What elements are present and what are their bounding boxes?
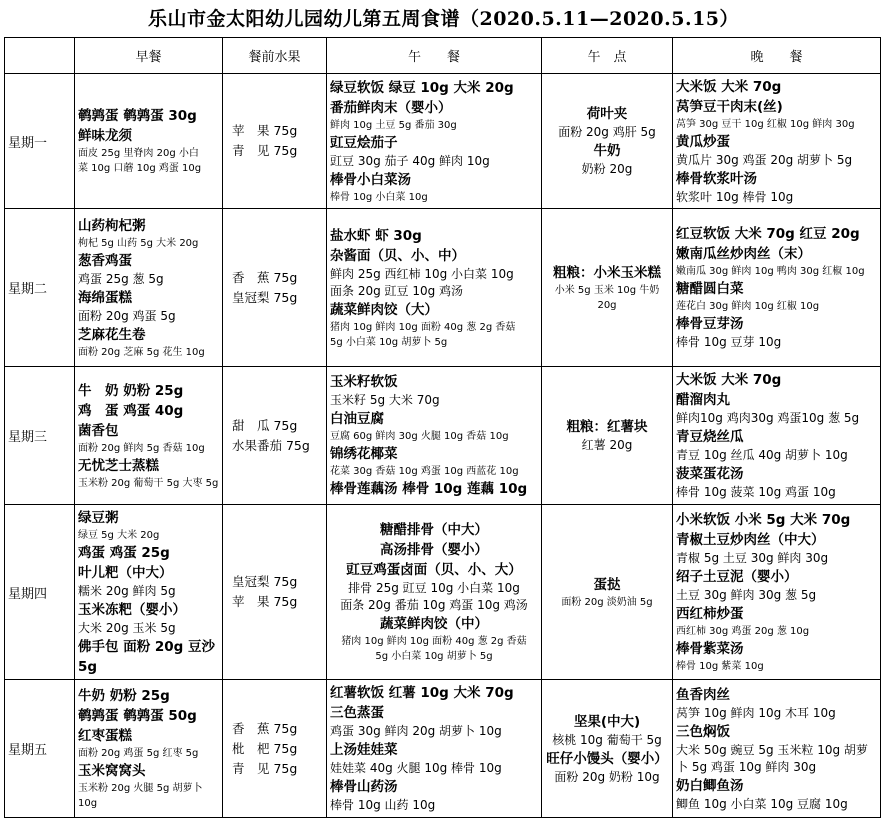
fruit-item: 皇冠梨 75g (232, 574, 298, 589)
dish-name: 蛋挞 (593, 576, 621, 593)
dinner-items (676, 77, 877, 206)
day-row (5, 680, 881, 818)
dinner-items (676, 224, 877, 351)
dish-name: 红薯软饭 红薯 10g 大米 70g (330, 685, 514, 701)
ingredient-line: 土豆 30g 鲜肉 30g 葱 5g (676, 588, 817, 602)
ingredient-line: 5g 小白菜 10g 胡萝卜 5g (375, 651, 493, 662)
dish-name: 绿豆软饭 绿豆 10g 大米 20g (330, 79, 514, 96)
dish-name: 糖醋圆白菜 (676, 281, 744, 297)
snack-items (545, 712, 669, 786)
ingredient-line: 面粉 20g 鲜肉 5g 香菇 10g (78, 442, 205, 454)
lunch-cell (327, 74, 542, 209)
ingredient-line: 黄瓜片 30g 鸡蛋 20g 胡萝卜 5g (676, 152, 853, 167)
breakfast-cell (75, 74, 223, 209)
ingredient-line: 鸡蛋 30g 鲜肉 20g 胡萝卜 10g (330, 724, 502, 738)
ingredient-line: 5g 小白菜 10g 胡萝卜 5g (330, 336, 448, 348)
fruit-item: 枇 杷 75g (232, 740, 298, 756)
dish-name: 叶儿粑（中大） (78, 564, 173, 581)
header-row (5, 38, 881, 74)
header-breakfast: 早餐 (75, 38, 223, 74)
dish-name: 玉米籽软饭 (330, 374, 398, 390)
header-snack: 午 点 (542, 38, 673, 74)
ingredient-line: 棒骨 10g 小白菜 10g (330, 191, 428, 203)
ingredient-line: 奶粉 20g (581, 162, 633, 176)
ingredient-line: 西红柿 30g 鸡蛋 20g 葱 10g (676, 626, 810, 637)
fruit-cell (223, 74, 327, 209)
ingredient-line: 卜 5g 鸡蛋 10g 鲜肉 30g (676, 759, 817, 774)
ingredient-line: 莲花白 30g 鲜肉 10g 红椒 10g (676, 301, 820, 312)
breakfast-items (78, 106, 219, 176)
snack-items (545, 263, 669, 313)
dish-name: 白油豆腐 (330, 411, 384, 427)
snack-cell (542, 505, 673, 680)
fruit-item: 香 蕉 75g (232, 720, 298, 736)
ingredient-line: 棒骨 10g 豆芽 10g (676, 335, 782, 349)
breakfast-cell (75, 680, 223, 818)
dish-name: 鹌鹑蛋 鹌鹑蛋 30g (78, 108, 197, 124)
ingredient-line: 面粉 20g 淡奶油 5g (561, 596, 653, 608)
dish-name: 菌香包 (78, 422, 119, 439)
ingredient-line: 猪肉 10g 鲜肉 10g 面粉 40g 葱 2g 香菇 (341, 636, 527, 647)
day-row (5, 367, 881, 505)
dish-name: 牛奶 奶粉 25g (78, 688, 170, 704)
dish-name: 杂酱面（贝、小、中） (330, 247, 465, 264)
fruit-item: 水果番茄 75g (232, 437, 310, 453)
ingredient-line: 面条 20g 番茄 10g 鸡蛋 10g 鸡汤 (340, 598, 528, 612)
dish-name: 佛手包 面粉 20g 豆沙 5g (78, 638, 216, 675)
dish-name: 蔬菜鲜肉饺（中） (380, 616, 488, 632)
dish-name: 绿豆粥 (78, 509, 119, 526)
dish-name: 高汤排骨（婴小） (380, 542, 488, 558)
dish-name: 棒骨小白菜汤 (330, 171, 411, 188)
lunch-items (330, 78, 538, 205)
day-row (5, 209, 881, 367)
ingredient-line: 核桃 10g 葡萄干 5g (552, 732, 662, 747)
dish-name: 醋溜肉丸 (676, 392, 730, 408)
fruit-item: 皇冠梨 75g (232, 289, 298, 305)
breakfast-items (78, 686, 219, 811)
dish-name: 鲜味龙须 (78, 128, 132, 144)
snack-cell (542, 680, 673, 818)
ingredient-line: 软浆叶 10g 棒骨 10g (676, 189, 794, 204)
snack-cell (542, 367, 673, 505)
dish-name: 坚果(中大) (573, 713, 641, 730)
dish-name: 莴笋豆干肉末(丝) (676, 98, 783, 115)
dish-name: 鹌鹑蛋 鹌鹑蛋 50g (78, 708, 197, 724)
dish-name: 牛 奶 奶粉 25g (78, 382, 184, 399)
dinner-cell (673, 505, 881, 680)
snack-items (545, 417, 669, 454)
dish-name: 红枣蛋糕 (78, 728, 132, 744)
dish-name: 粗粮：小米玉米糕 (553, 264, 661, 281)
dish-name: 红豆软饭 大米 70g 红豆 20g (676, 226, 860, 242)
ingredient-line: 鲫鱼 10g 小白菜 10g 豆腐 10g (676, 796, 848, 811)
ingredient-line: 棒骨 10g 山药 10g (330, 798, 436, 812)
header-lunch: 午 餐 (327, 38, 542, 74)
dish-name: 糖醋排骨（中大） (380, 522, 488, 538)
lunch-cell (327, 367, 542, 505)
dish-name: 蔬菜鲜肉饺（大） (330, 301, 438, 318)
dish-name: 玉米窝窝头 (78, 763, 146, 779)
ingredient-line: 大米 50g 豌豆 5g 玉米粒 10g 胡萝 (676, 742, 868, 757)
snack-cell (542, 209, 673, 367)
dish-name: 奶白鲫鱼汤 (676, 777, 744, 794)
ingredient-line: 面条 20g 豇豆 10g 鸡汤 (330, 283, 464, 298)
day-label: 星期三 (5, 367, 75, 505)
dish-name: 豇豆鸡蛋卤面（贝、小、大） (346, 562, 522, 578)
day-label: 星期一 (5, 74, 75, 209)
fruit-cell (223, 680, 327, 818)
dish-name: 葱香鸡蛋 (78, 252, 132, 269)
header-fruit: 餐前水果 (223, 38, 327, 74)
dish-name: 青豆烧丝瓜 (676, 429, 744, 445)
lunch-items (330, 520, 538, 664)
ingredient-line: 莴笋 10g 鲜肉 10g 木耳 10g (676, 705, 836, 720)
ingredient-line: 娃娃菜 40g 火腿 10g 棒骨 10g (330, 761, 502, 775)
dish-name: 棒骨紫菜汤 (676, 641, 744, 657)
ingredient-line: 面粉 20g 芝麻 5g 花生 10g (78, 346, 205, 358)
dish-name: 粗粮：红薯块 (566, 419, 648, 435)
dinner-cell (673, 680, 881, 818)
snack-items (545, 104, 669, 178)
fruit-item: 香 蕉 75g (232, 269, 298, 285)
lunch-cell (327, 209, 542, 367)
lunch-items (330, 226, 538, 350)
ingredient-line: 猪肉 10g 鲜肉 10g 面粉 40g 葱 2g 香菇 (330, 321, 516, 333)
ingredient-line: 鲜肉 25g 西红柿 10g 小白菜 10g (330, 266, 514, 281)
fruit-cell (223, 367, 327, 505)
breakfast-items (78, 508, 219, 677)
dish-name: 小米软饭 小米 5g 大米 70g (676, 512, 851, 528)
dish-name: 三色焖饭 (676, 723, 730, 740)
ingredient-line: 红薯 20g (581, 438, 633, 452)
lunch-items (330, 683, 538, 814)
dish-name: 棒骨豆芽汤 (676, 316, 744, 332)
ingredient-line: 枸杞 5g 山药 5g 大米 20g (78, 237, 199, 249)
dish-name: 芝麻花生卷 (78, 326, 146, 343)
ingredient-line: 花菜 30g 香菇 10g 鸡蛋 10g 西蓝花 10g (330, 466, 519, 477)
ingredient-line: 豆腐 60g 鲜肉 30g 火腿 10g 香菇 10g (330, 431, 509, 442)
fruit-item: 甜 瓜 75g (232, 417, 298, 433)
lunch-items (330, 372, 538, 499)
dish-name: 番茄鲜肉末（婴小） (330, 99, 452, 116)
fruit-cell (223, 505, 327, 680)
header-dinner: 晚 餐 (673, 38, 881, 74)
ingredient-line: 菜 10g 口蘑 10g 鸡蛋 10g (78, 163, 202, 174)
dish-name: 牛奶 (593, 143, 621, 159)
ingredient-line: 面皮 25g 里脊肉 20g 小白 (78, 148, 199, 159)
dish-name: 青椒土豆炒肉丝（中大） (676, 532, 825, 548)
dish-name: 鸡蛋 鸡蛋 25g (78, 544, 170, 561)
ingredient-line: 糯米 20g 鲜肉 5g (78, 583, 176, 598)
ingredient-line: 面粉 20g 鸡肝 5g (558, 125, 656, 139)
dish-name: 菠菜蛋花汤 (676, 466, 744, 482)
dish-name: 绍子土豆泥（婴小） (676, 569, 798, 585)
ingredient-line: 鲜肉10g 鸡肉30g 鸡蛋10g 葱 5g (676, 411, 860, 425)
breakfast-items (78, 381, 219, 491)
dish-name: 荷叶夹 (586, 106, 628, 122)
dish-name: 西红柿炒蛋 (676, 606, 744, 622)
dinner-items (676, 370, 877, 501)
dish-name: 上汤娃娃菜 (330, 742, 398, 758)
ingredient-line: 大米 20g 玉米 5g (78, 620, 176, 635)
ingredient-line: 莴笋 30g 豆干 10g 红椒 10g 鲜肉 30g (676, 118, 855, 130)
header-day (5, 38, 75, 74)
dinner-cell (673, 367, 881, 505)
ingredient-line: 面粉 20g 奶粉 10g (554, 769, 660, 784)
dish-name: 玉米冻粑（婴小） (78, 601, 186, 618)
dish-name: 三色蒸蛋 (330, 705, 384, 721)
fruit-cell (223, 209, 327, 367)
day-label: 星期二 (5, 209, 75, 367)
fruit-item: 苹 果 75g (232, 123, 298, 138)
dish-name: 大米饭 大米 70g (676, 372, 782, 388)
dish-name: 大米饭 大米 70g (676, 78, 782, 95)
dish-name: 棒骨山药汤 (330, 779, 398, 795)
lunch-cell (327, 680, 542, 818)
dish-name: 棒骨莲藕汤 棒骨 10g 莲藕 10g (330, 481, 528, 497)
fruit-item: 苹 果 75g (232, 594, 298, 609)
breakfast-cell (75, 209, 223, 367)
snack-cell (542, 74, 673, 209)
dish-name: 山药枸杞粥 (78, 217, 146, 234)
fruit-item: 青 见 75g (232, 760, 298, 776)
ingredient-line: 鲜肉 10g 土豆 5g 番茄 30g (330, 119, 457, 131)
dish-name: 鸡 蛋 鸡蛋 40g (78, 402, 184, 419)
breakfast-cell (75, 505, 223, 680)
menu-table (4, 37, 881, 818)
dish-name: 黄瓜炒蛋 (676, 133, 730, 150)
day-row (5, 505, 881, 680)
dish-name: 旺仔小馒头（婴小） (546, 750, 668, 767)
dinner-items (676, 510, 877, 674)
ingredient-line: 玉米粉 20g 火腿 5g 胡萝卜 10g (78, 783, 203, 809)
breakfast-cell (75, 367, 223, 505)
ingredient-line: 棒骨 10g 紫菜 10g (676, 661, 764, 672)
snack-items (545, 575, 669, 610)
dish-name: 豇豆烩茄子 (330, 134, 398, 151)
dinner-cell (673, 74, 881, 209)
ingredient-line: 青椒 5g 土豆 30g 鲜肉 30g (676, 551, 829, 565)
page-title: 乐山市金太阳幼儿园幼儿第五周食谱（2020.5.11—2020.5.15） (147, 8, 740, 30)
ingredient-line: 绿豆 5g 大米 20g (78, 529, 160, 541)
ingredient-line: 小米 5g 玉米 10g 牛奶 20g (554, 284, 660, 311)
ingredient-line: 棒骨 10g 菠菜 10g 鸡蛋 10g (676, 485, 836, 499)
ingredient-line: 豇豆 30g 茄子 40g 鲜肉 10g (330, 153, 490, 168)
ingredient-line: 青豆 10g 丝瓜 40g 胡萝卜 10g (676, 448, 848, 462)
ingredient-line: 面粉 20g 鸡蛋 5g (78, 308, 176, 323)
ingredient-line: 嫩南瓜 30g 鲜肉 10g 鸭肉 30g 红椒 10g (676, 266, 865, 277)
dish-name: 嫩南瓜丝炒肉丝（末） (676, 246, 811, 262)
dish-name: 锦绣花椰菜 (330, 446, 398, 462)
dinner-cell (673, 209, 881, 367)
dish-name: 棒骨软浆叶汤 (676, 170, 757, 187)
dish-name: 盐水虾 虾 30g (330, 227, 422, 244)
ingredient-line: 玉米籽 5g 大米 70g (330, 393, 440, 407)
ingredient-line: 面粉 20g 鸡蛋 5g 红枣 5g (78, 748, 199, 759)
day-label: 星期四 (5, 505, 75, 680)
lunch-cell (327, 505, 542, 680)
fruit-item: 青 见 75g (232, 143, 298, 158)
dish-name: 无忧芝士蒸糕 (78, 457, 159, 474)
day-row (5, 74, 881, 209)
ingredient-line: 排骨 25g 豇豆 10g 小白菜 10g (348, 581, 520, 595)
day-label: 星期五 (5, 680, 75, 818)
ingredient-line: 玉米粉 20g 葡萄干 5g 大枣 5g (78, 477, 219, 489)
dish-name: 鱼香肉丝 (676, 686, 730, 703)
dish-name: 海绵蛋糕 (78, 289, 132, 306)
ingredient-line: 鸡蛋 25g 葱 5g (78, 271, 164, 286)
breakfast-items (78, 216, 219, 360)
dinner-items (676, 685, 877, 813)
